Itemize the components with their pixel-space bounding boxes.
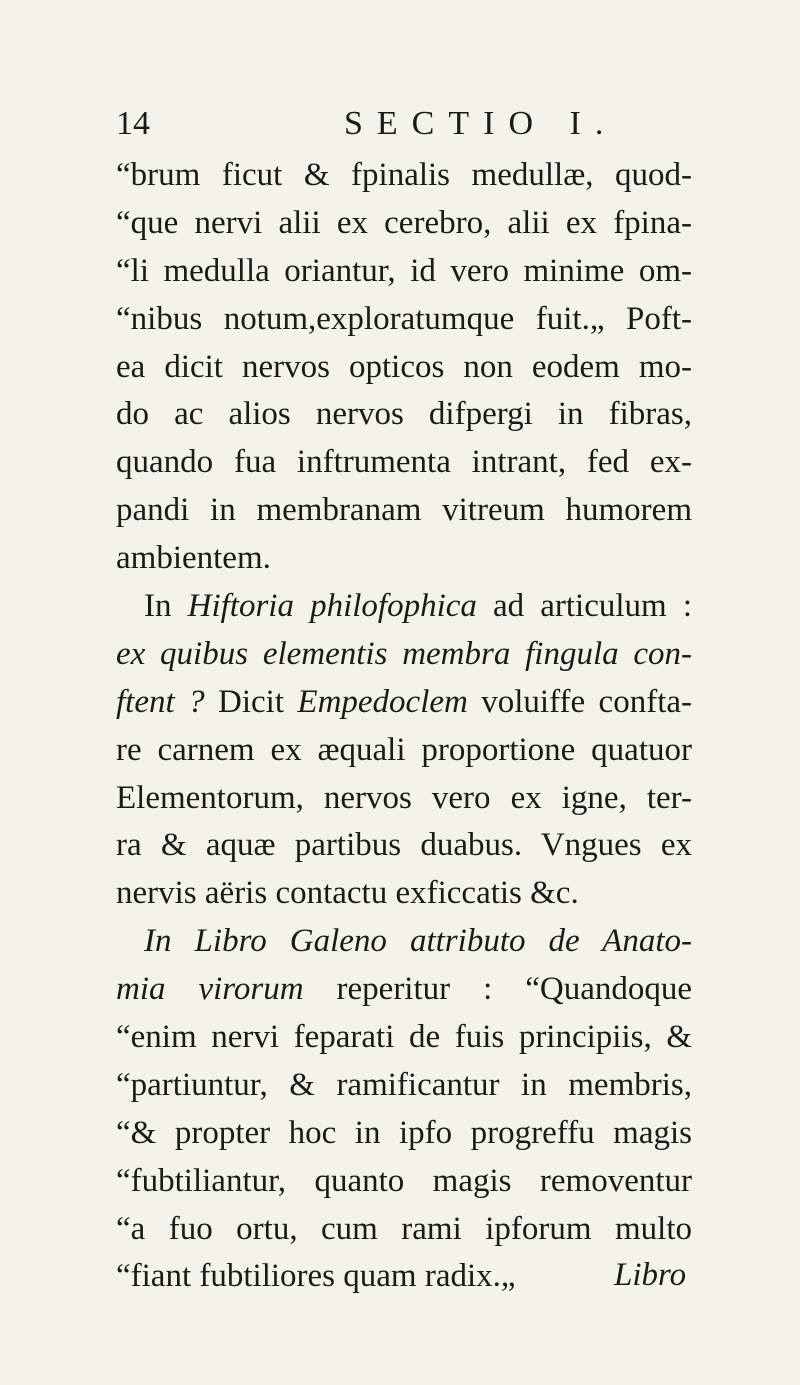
text-segment: voluiffe confta-	[467, 683, 692, 720]
page-header	[0, 102, 800, 152]
text-line: “fubtiliantur, quanto magis removentur	[116, 1162, 692, 1199]
text-line: “brum ficut & fpinalis medullæ, quod-	[116, 157, 692, 193]
catchword: Libro	[614, 1257, 687, 1293]
text-line: re carnem ex æquali proportione quatuor	[116, 731, 692, 768]
text-line: “a fuo ortu, cum rami ipforum multo	[116, 1210, 692, 1247]
text-line: “fiant fubtiliores quam radix.„	[116, 1258, 516, 1295]
text-segment: In	[144, 588, 188, 625]
text-line: do ac alios nervos difpergi in fibras,	[116, 396, 692, 433]
page-number: 14	[116, 105, 150, 142]
text-line: “nibus notum,exploratumque fuit.„ Poft-	[116, 300, 692, 337]
text-line: ambientem.	[116, 540, 271, 577]
text-line: “& propter hoc in ipfo progreffu magis	[116, 1114, 692, 1151]
text-segment: reperitur : “Quandoque	[303, 971, 693, 1008]
text-segment: Dicit	[204, 683, 298, 720]
text-line: pandi in membranam vitreum humorem	[116, 492, 692, 529]
text-line: Elementorum, nervos vero ex igne, ter-	[116, 779, 692, 816]
text-line: quando fua inftrumenta intrant, fed ex-	[116, 444, 692, 481]
text-line	[116, 679, 692, 727]
text-line: “li medulla oriantur, id vero minime om-	[116, 252, 692, 289]
text-line	[116, 631, 692, 679]
text-line: nervis aëris contactu exficcatis &c.	[116, 875, 579, 912]
text-line	[116, 583, 692, 631]
running-head: SECTIO I.	[344, 105, 618, 142]
italic-text: ftent ?	[116, 683, 205, 720]
text-segment: ad articulum :	[476, 588, 692, 625]
italic-text: In Libro Galeno attributo de Anato-	[144, 923, 692, 960]
text-line: “enim nervi feparati de fuis principiis, &	[116, 1019, 692, 1056]
italic-text: Hiftoria philofophica	[187, 588, 477, 625]
italic-text: mia virorum	[116, 971, 304, 1008]
body-text	[116, 152, 692, 1301]
text-line	[116, 918, 692, 966]
text-line: ra & aquæ partibus duabus. Vngues ex	[116, 827, 692, 864]
italic-text: ex quibus elementis membra fingula con-	[116, 635, 692, 672]
text-line: “partiuntur, & ramificantur in membris,	[116, 1066, 692, 1103]
text-line: ea dicit nervos opticos non eodem mo-	[116, 348, 692, 385]
italic-text: Empedoclem	[297, 683, 468, 720]
text-line	[116, 966, 692, 1014]
text-line: “que nervi alii ex cerebro, alii ex fpina-	[116, 204, 692, 241]
